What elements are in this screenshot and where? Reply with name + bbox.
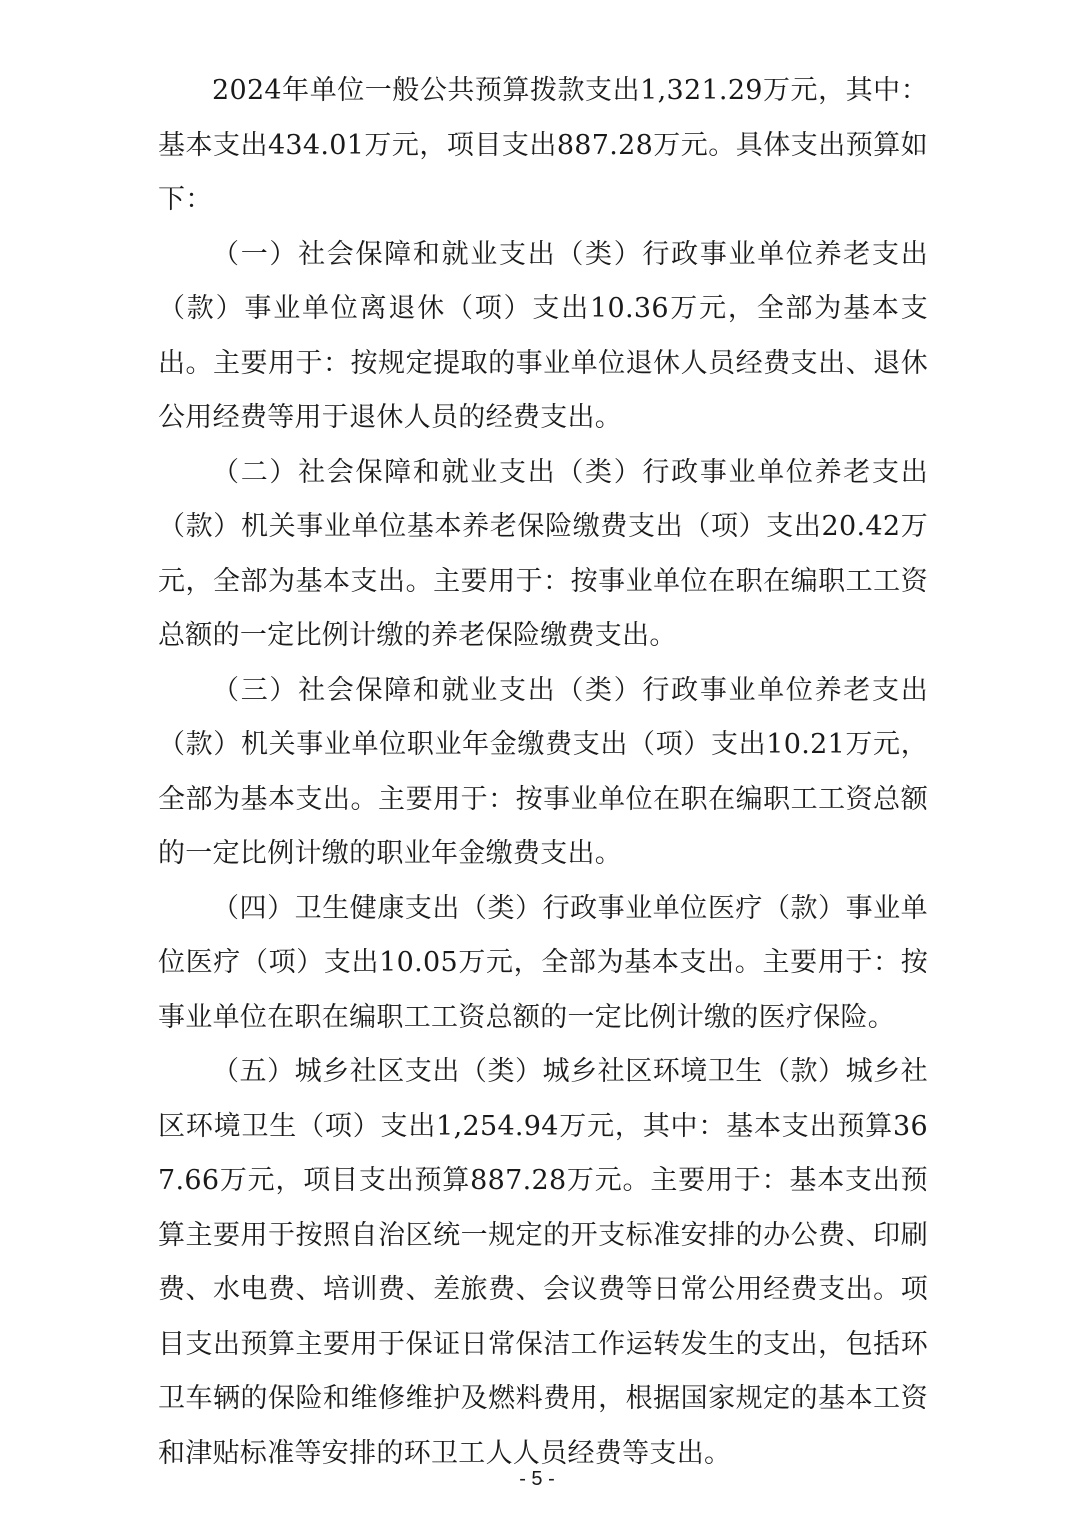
page-number: - 5 - (519, 1468, 555, 1490)
paragraph-summary: 2024年单位一般公共预算拨款支出1,321.29万元，其中：基本支出434.01万元，项目支出887.28万元。具体支出预算如下： (158, 75, 928, 215)
paragraph-item-4: （四）卫生健康支出（类）行政事业单位医疗（款）事业单位医疗（项）支出10.05万元，全部为基本支出。主要用于：按事业单位在职在编职工工资总额的一定比例计缴的医疗保险。 (158, 892, 928, 1033)
document-body (158, 64, 928, 1481)
paragraph-item-2: （二）社会保障和就业支出（类）行政事业单位养老支出（款）机关事业单位基本养老保险缴费支出（项）支出20.42万元，全部为基本支出。主要用于：按事业单位在职在编职工工资总额的一定比例计缴的养老保险缴费支出。 (158, 456, 928, 651)
paragraph-item-1: （一）社会保障和就业支出（类）行政事业单位养老支出（款）事业单位离退休（项）支出10.36万元，全部为基本支出。主要用于：按规定提取的事业单位退休人员经费支出、退休公用经费等用于退休人员的经费支出。 (158, 238, 928, 433)
paragraph-item-5: （五）城乡社区支出（类）城乡社区环境卫生（款）城乡社区环境卫生（项）支出1,254.94万元，其中：基本支出预算367.66万元，项目支出预算887.28万元。主要用于：基本支出预算主要用于按照自治区统一规定的开支标准安排的办公费、印刷费、水电费、培训费、差旅费、会议费等日常公用经费支出。项目支出预算主要用于保证日常保洁工作运转发生的支出，包括环卫车辆的保险和维修维护及燃料费用，根据国家规定的基本工资和津贴标准等安排的环卫工人人员经费等支出。 (158, 1056, 928, 1469)
paragraph-item-3: （三）社会保障和就业支出（类）行政事业单位养老支出（款）机关事业单位职业年金缴费支出（项）支出10.21万元，全部为基本支出。主要用于：按事业单位在职在编职工工资总额的一定比例计缴的职业年金缴费支出。 (158, 674, 928, 869)
